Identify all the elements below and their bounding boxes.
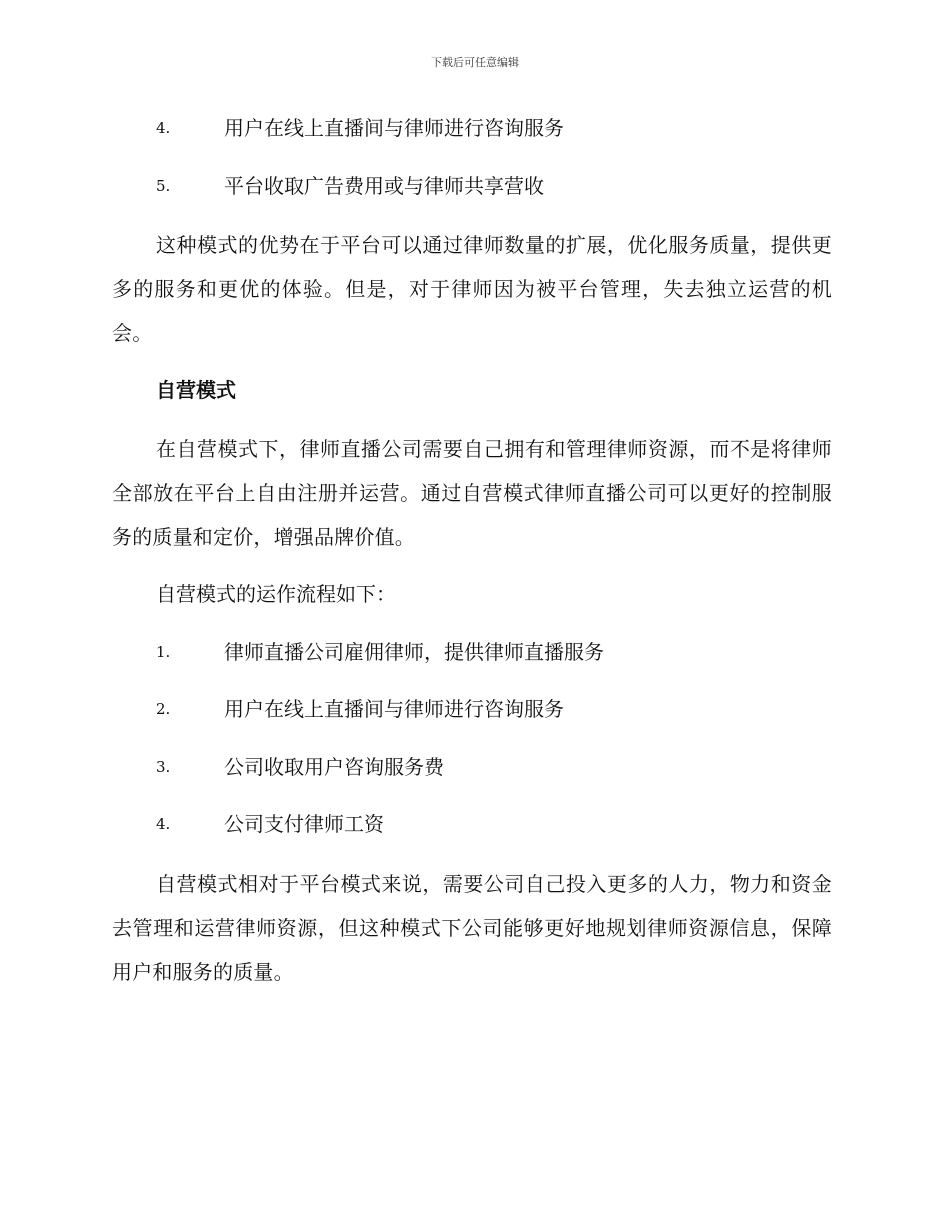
paragraph-self-intro: 在自营模式下，律师直播公司需要自己拥有和管理律师资源，而不是将律师全部放在平台上自由注册并运营。通过自营模式律师直播公司可以更好的控制服务的质量和定价，增强品牌价值。: [112, 437, 832, 549]
list-item: [112, 747, 832, 787]
list-item-text: 公司支付律师工资: [224, 812, 384, 836]
paragraph-platform-summary: 这种模式的优势在于平台可以通过律师数量的扩展，优化服务质量，提供更多的服务和更优的体验。但是，对于律师因为被平台管理，失去独立运营的机会。: [112, 233, 832, 345]
list-item-text: 律师直播公司雇佣律师，提供律师直播服务: [224, 639, 604, 664]
list-item: [112, 804, 832, 844]
list-item-text: 平台收取广告费用或与律师共享营收: [224, 173, 544, 198]
list-item: [112, 166, 832, 206]
paragraph-self-summary: 自营模式相对于平台模式来说，需要公司自己投入更多的人力，物力和资金去管理和运营律师资源，但这种模式下公司能够更好地规划律师资源信息，保障用户和服务的质量。: [112, 871, 832, 984]
list-item-number: 4.: [156, 815, 171, 833]
list-item: [112, 632, 832, 672]
list-item-text: 用户在线上直播间与律师进行咨询服务: [224, 697, 564, 721]
list-item-text: 用户在线上直播间与律师进行咨询服务: [224, 116, 564, 140]
list-item-number: 3.: [156, 757, 171, 776]
section-heading: 自营模式: [156, 378, 236, 402]
list-item-text: 公司收取用户咨询服务费: [224, 754, 444, 779]
list-item: [112, 108, 832, 148]
list-item-number: 1.: [156, 642, 171, 661]
page-header: 下载后可任意编辑: [431, 56, 519, 69]
list-item: [112, 689, 832, 729]
list-item-number: 2.: [156, 700, 171, 718]
list-item-number: 5.: [156, 176, 171, 195]
paragraph-self-flow: 自营模式的运作流程如下：: [156, 582, 396, 606]
list-item-number: 4.: [156, 119, 171, 137]
document-body: [112, 108, 832, 1009]
